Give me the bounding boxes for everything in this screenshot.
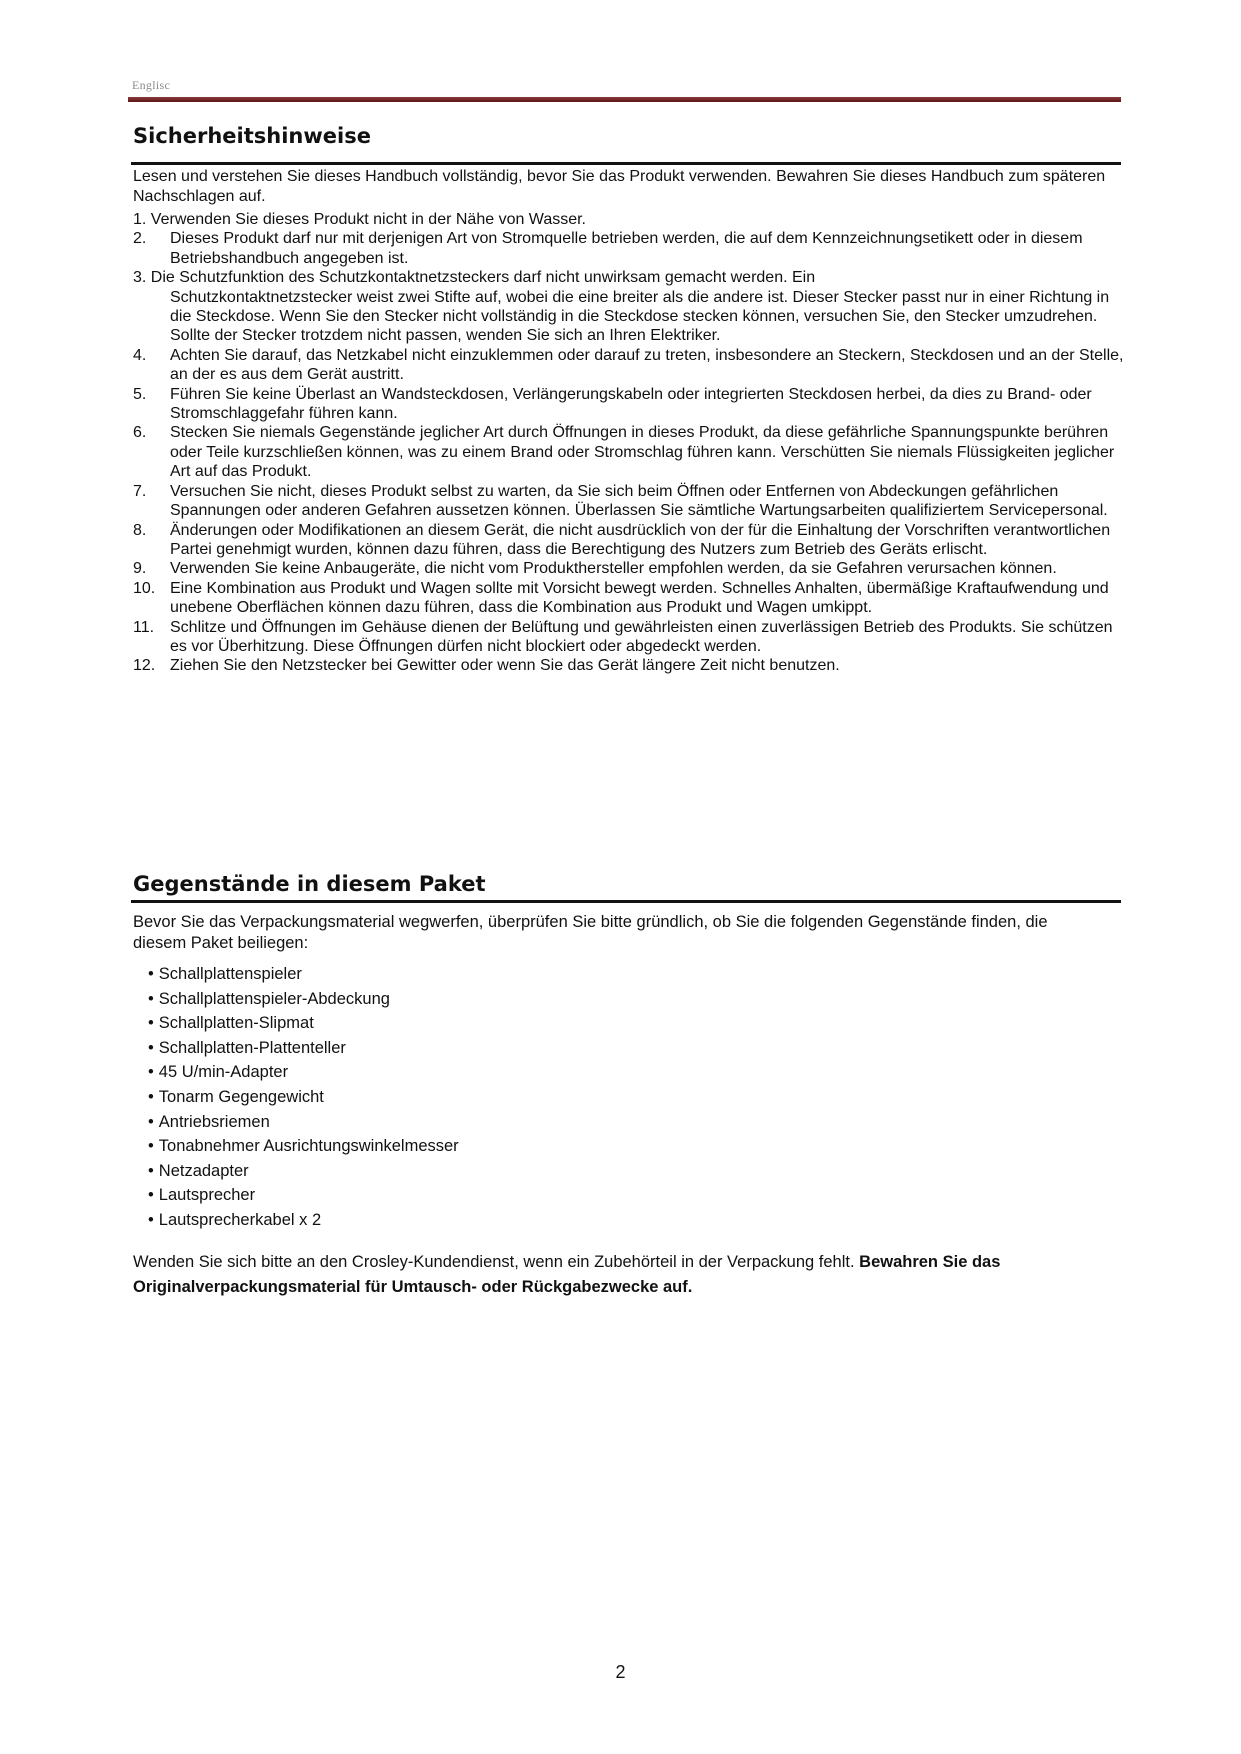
header-language-label: Englisc	[132, 78, 171, 92]
list-item-text: Schallplatten-Plattenteller	[158, 1038, 346, 1057]
list-item-text: Dieses Produkt darf nur mit derjenigen Art von Stromquelle betrieben werden, die auf dem Kennzeichnungsetikett oder in diesem Betriebshandbuch angegeben ist.	[170, 230, 1083, 267]
list-item-text: 45 U/min-Adapter	[158, 1063, 289, 1082]
list-item-text: Schallplatten-Slipmat	[158, 1014, 314, 1033]
safety-instructions-list	[133, 210, 1133, 676]
list-item	[148, 987, 459, 1012]
package-section-divider	[131, 900, 1121, 903]
list-item	[148, 1110, 459, 1135]
safety-intro: Lesen und verstehen Sie dieses Handbuch vollständig, bevor Sie das Produkt verwenden. Bewahren Sie dieses Handbuch zum späteren Nachschlagen auf.	[133, 168, 1106, 205]
list-item-text: Schallplattenspieler-Abdeckung	[158, 989, 390, 1008]
list-item-number: 12.	[133, 657, 156, 675]
list-item-text: Änderungen oder Modifikationen an diesem Gerät, die nicht ausdrücklich von der für die Einhaltung der Vorschriften verantwortlichen Partei genehmigt wurden, können dazu führen, dass die Berechtigung des Nutzers zum Betrieb des Geräts erlischt.	[170, 521, 1111, 558]
list-item-number: 9.	[133, 560, 147, 578]
list-item-number: 1.	[133, 211, 147, 228]
list-item-text: Achten Sie darauf, das Netzkabel nicht einzuklemmen oder darauf zu treten, insbesondere an Steckern, Steckdosen und an der Stelle, an der es aus dem Gerät austritt.	[170, 346, 1124, 384]
list-item-number: 10.	[133, 579, 156, 597]
list-item-text: Versuchen Sie nicht, dieses Produkt selbst zu warten, da Sie sich beim Öffnen oder Entfernen von Abdeckungen gefährlichen Spannungen oder anderen Gefahren aussetzen können. Überlassen Sie sämtliche Wartungsarbeiten qualifiziertem Servicepersonal.	[170, 482, 1108, 520]
list-item	[133, 268, 1133, 346]
package-intro: Bevor Sie das Verpackungsmaterial wegwerfen, überprüfen Sie bitte gründlich, ob Sie die folgenden Gegenstände finden, die diesem Paket beiliegen:	[133, 913, 1048, 952]
list-item	[148, 1036, 459, 1061]
list-item-text-continued: Schutzkontaktnetzstecker weist zwei Stifte auf, wobei die eine breiter als die andere ist. Dieser Stecker passt nur in einer Richtung in die Steckdose. Wenn Sie den Stecker nicht vollständig in die Steckdose stecken können, versuchen Sie, den Stecker umzudrehen. Sollte der Stecker trotzdem nicht passen, wenden Sie sich an Ihren Elektriker.	[170, 288, 1110, 345]
list-item-text: Ziehen Sie den Netzstecker bei Gewitter oder wenn Sie das Gerät längere Zeit nicht benutzen.	[170, 657, 840, 675]
list-item-number: 4.	[133, 346, 147, 364]
list-item-text: Verwenden Sie dieses Produkt nicht in der Nähe von Wasser.	[150, 211, 586, 228]
list-item	[133, 423, 1133, 481]
list-item	[148, 1183, 459, 1208]
list-item-text: Die Schutzfunktion des Schutzkontaktnetzsteckers darf nicht unwirksam gemacht werden. Ein	[150, 269, 816, 287]
page-number: 2	[615, 1662, 626, 1682]
list-item	[148, 1060, 459, 1085]
list-item-text: Führen Sie keine Überlast an Wandsteckdosen, Verlängerungskabeln oder integrierten Steckdosen herbei, da dies zu Brand- oder Stromschlaggefahr führen kann.	[170, 385, 1092, 423]
bullet-icon: •	[148, 965, 154, 983]
package-contents-list	[148, 962, 459, 1233]
list-item	[148, 1159, 459, 1184]
bullet-icon: •	[148, 1063, 154, 1082]
list-item	[133, 656, 1133, 675]
closing-note-emphasis: Bewahren Sie das Originalverpackungsmaterial für Umtausch- oder Rückgabezwecke auf.	[133, 1253, 1001, 1296]
list-item-text: Verwenden Sie keine Anbaugeräte, die nicht vom Produkthersteller empfohlen werden, da sie Gefahren verursachen können.	[170, 560, 1057, 578]
list-item	[133, 346, 1133, 385]
list-item	[133, 618, 1133, 657]
list-item-number: 5.	[133, 385, 147, 403]
safety-section-divider	[131, 162, 1121, 165]
list-item	[133, 559, 1133, 578]
safety-section-title: Sicherheitshinweise	[133, 124, 371, 148]
closing-note-text: Wenden Sie sich bitte an den Crosley-Kundendienst, wenn ein Zubehörteil in der Verpackung fehlt.	[133, 1253, 855, 1271]
list-item-number: 2.	[133, 230, 147, 248]
list-item-text: Tonarm Gegengewicht	[158, 1087, 324, 1106]
list-item-text: Lautsprecherkabel x 2	[158, 1210, 322, 1229]
bullet-icon: •	[148, 989, 154, 1008]
list-item	[133, 521, 1133, 560]
list-item	[148, 1208, 459, 1233]
list-item-number: 6.	[133, 424, 147, 442]
list-item	[133, 210, 1133, 229]
list-item-text: Lautsprecher	[158, 1186, 256, 1205]
list-item-number: 7.	[133, 482, 147, 500]
list-item	[148, 962, 459, 987]
bullet-icon: •	[148, 1210, 154, 1229]
list-item-text: Schallplattenspieler	[158, 965, 302, 983]
package-section-title: Gegenstände in diesem Paket	[133, 872, 486, 896]
bullet-icon: •	[148, 1137, 154, 1156]
list-item	[148, 1134, 459, 1159]
list-item	[133, 385, 1133, 424]
list-item-text: Schlitze und Öffnungen im Gehäuse dienen der Belüftung und gewährleisten einen zuverlässigen Betrieb des Produkts. Sie schützen es vor Überhitzung. Diese Öffnungen dürfen nicht blockiert oder abgedeckt werden.	[170, 618, 1113, 655]
bullet-icon: •	[148, 1014, 154, 1033]
list-item-number: 3.	[133, 269, 147, 287]
bullet-icon: •	[148, 1038, 154, 1057]
bullet-icon: •	[148, 1087, 154, 1106]
list-item	[133, 229, 1133, 268]
list-item	[148, 1011, 459, 1036]
list-item-text: Stecken Sie niemals Gegenstände jeglicher Art durch Öffnungen in dieses Produkt, da diese gefährliche Spannungspunkte berühren oder Teile kurzschließen können, was zu einem Brand oder Stromschlag führen kann. Verschütten Sie niemals Flüssigkeiten jeglicher Art auf das Produkt.	[170, 424, 1115, 481]
bullet-icon: •	[148, 1112, 154, 1131]
list-item	[133, 482, 1133, 521]
header-divider	[128, 97, 1121, 102]
list-item	[148, 1085, 459, 1110]
list-item-text: Netzadapter	[158, 1161, 249, 1180]
bullet-icon: •	[148, 1161, 154, 1180]
bullet-icon: •	[148, 1186, 154, 1205]
list-item-text: Eine Kombination aus Produkt und Wagen sollte mit Vorsicht bewegt werden. Schnelles Anhalten, übermäßige Kraftaufwendung und unebene Oberflächen können dazu führen, dass die Kombination aus Produkt und Wagen umkippt.	[170, 579, 1109, 617]
package-closing-note	[133, 1250, 1063, 1300]
list-item-number: 8.	[133, 521, 147, 539]
list-item-text: Tonabnehmer Ausrichtungswinkelmesser	[158, 1137, 459, 1156]
list-item-text: Antriebsriemen	[158, 1112, 270, 1131]
list-item	[133, 579, 1133, 618]
list-item-number: 11.	[133, 618, 155, 636]
